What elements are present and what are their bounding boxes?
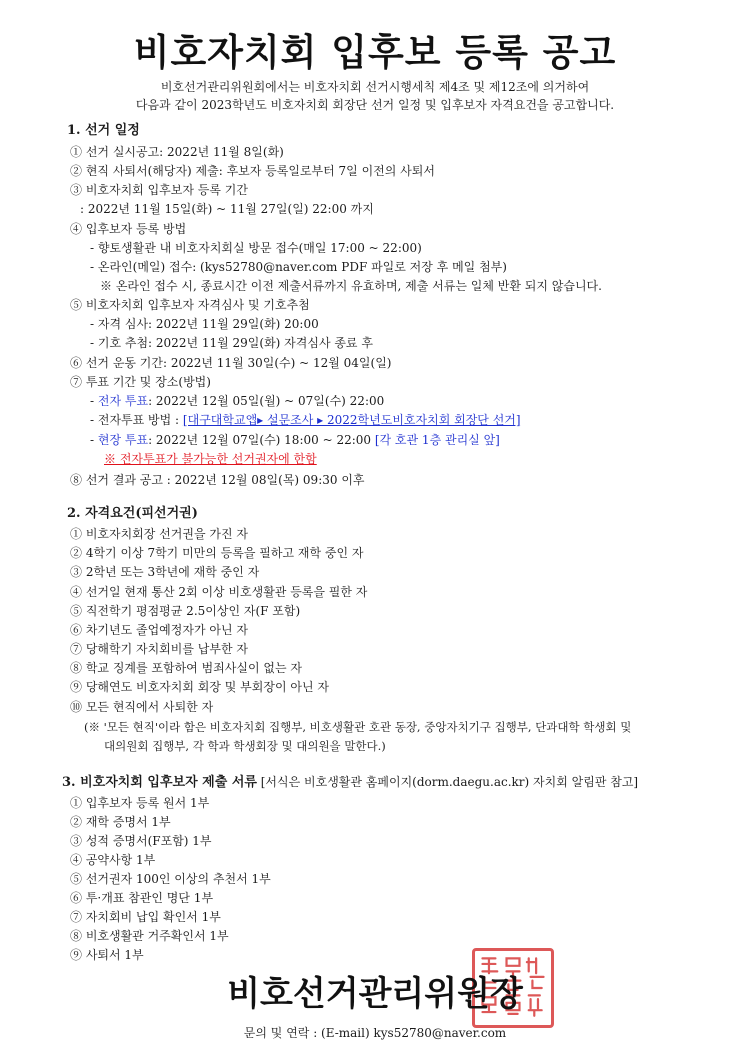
- eligibility-item: ⑧ 학교 징계를 포함하여 범죄사실이 없는 자: [70, 661, 302, 675]
- schedule-subitem: - 기호 추첨: 2022년 11월 29일(화) 자격심사 종료 후: [90, 336, 373, 350]
- section-heading-documents-line: [62, 774, 638, 791]
- schedule-subitem: - 온라인(메일) 접수: (kys52780@naver.com PDF 파일로 저장 후 메일 첨부): [90, 260, 507, 274]
- schedule-note: ※ 온라인 접수 시, 종료시간 이전 제출서류까지 유효하며, 제출 서류는 일체 반환 되지 않습니다.: [100, 279, 602, 293]
- eligibility-item: ⑨ 당해연도 비호자치회 회장 및 부회장이 아닌 자: [70, 680, 329, 694]
- document-item: ⑤ 선거권자 100인 이상의 추천서 1부: [70, 872, 271, 886]
- document-item: ⑦ 자치회비 납입 확인서 1부: [70, 910, 221, 924]
- section-heading-schedule: 1. 선거 일정: [67, 123, 140, 138]
- schedule-item: ② 현직 사퇴서(해당자) 제출: 후보자 등록일로부터 7일 이전의 사퇴서: [70, 164, 435, 178]
- document-item: ① 입후보자 등록 원서 1부: [70, 796, 210, 810]
- onsite-vote-period: : 2022년 12월 07일(수) 18:00 ~ 22:00: [148, 433, 375, 447]
- onsite-vote-note: ※ 전자투표가 불가능한 선거권자에 한함: [104, 452, 317, 466]
- intro-line: 다음과 같이 2023학년도 비호자치회 회장단 선거 일정 및 입후보자 자격요건을 공고합니다.: [135, 98, 615, 112]
- schedule-subitem: : 2022년 11월 15일(화) ~ 11월 27일(일) 22:00 까지: [80, 202, 374, 216]
- document-item: ⑨ 사퇴서 1부: [70, 948, 144, 962]
- method-label: - 전자투표 방법 :: [90, 413, 183, 427]
- schedule-item: ④ 입후보자 등록 방법: [70, 222, 187, 236]
- eligibility-item: ⑦ 당해학기 자치회비를 납부한 자: [70, 642, 248, 656]
- eligibility-item: ④ 선거일 현재 통산 2회 이상 비호생활관 등록을 필한 자: [70, 585, 368, 599]
- section-heading-documents: 3. 비호자치회 입후보자 제출 서류: [62, 775, 257, 790]
- schedule-subitem: - 향토생활관 내 비호자치회실 방문 접수(매일 17:00 ~ 22:00): [90, 241, 422, 255]
- onsite-vote-line: [90, 432, 500, 448]
- document-item: ③ 성적 증명서(F포함) 1부: [70, 834, 212, 848]
- schedule-item: ⑤ 비호자치회 입후보자 자격심사 및 기호추첨: [70, 298, 310, 312]
- eligibility-item: ⑩ 모든 현직에서 사퇴한 자: [70, 700, 214, 714]
- eligibility-footnote: (※ '모든 현직'이라 함은 비호자치회 집행부, 비호생활관 호관 동장, 중앙자치기구 집행부, 단과대학 학생회 및: [84, 720, 632, 734]
- document-item: ⑥ 투·개표 참관인 명단 1부: [70, 891, 214, 905]
- document-item: ② 재학 증명서 1부: [70, 815, 171, 829]
- eligibility-item: ⑤ 직전학기 평점평균 2.5이상인 자(F 포함): [70, 604, 301, 618]
- signature-committee-chair: 비호선거관리위원장: [227, 974, 523, 1014]
- schedule-subitem: - 자격 심사: 2022년 11월 29일(화) 20:00: [90, 317, 319, 331]
- schedule-item: ⑧ 선거 결과 공고 : 2022년 12월 08일(목) 09:30 이후: [70, 473, 365, 487]
- dash: -: [90, 433, 98, 447]
- page-title: 비호자치회 입후보 등록 공고: [133, 31, 617, 74]
- dash: -: [90, 394, 98, 408]
- document-item: ④ 공약사항 1부: [70, 853, 156, 867]
- schedule-item: ⑥ 선거 운동 기간: 2022년 11월 30일(수) ~ 12월 04일(일): [70, 356, 392, 370]
- schedule-item: ③ 비호자치회 입후보자 등록 기간: [70, 183, 248, 197]
- documents-form-note: [서식은 비호생활관 홈페이지(dorm.daegu.ac.kr) 자치회 알림판 참고]: [256, 775, 639, 789]
- onsite-vote-location: [각 호관 1층 관리실 앞]: [374, 433, 500, 447]
- eligibility-item: ⑥ 차기년도 졸업예정자가 아닌 자: [70, 623, 248, 637]
- electronic-vote-label: 전자 투표: [97, 394, 149, 408]
- schedule-item: ① 선거 실시공고: 2022년 11월 8일(화): [70, 145, 284, 159]
- eligibility-footnote: 대의원회 집행부, 각 학과 학생회장 및 대의원을 말한다.): [104, 739, 386, 753]
- eligibility-item: ② 4학기 이상 7학기 미만의 등록을 필하고 재학 중인 자: [70, 546, 364, 560]
- eligibility-item: ③ 2학년 또는 3학년에 재학 중인 자: [70, 565, 260, 579]
- section-heading-eligibility: 2. 자격요건(피선거권): [67, 506, 198, 521]
- electronic-vote-path-link[interactable]: [대구대학교앱▸ 설문조사 ▸ 2022학년도비호자치회 회장단 선거]: [182, 413, 521, 427]
- eligibility-item: ① 비호자치회장 선거권을 가진 자: [70, 527, 248, 541]
- intro-line: 비호선거관리위원회에서는 비호자치회 선거시행세칙 제4조 및 제12조에 의거하여: [160, 80, 590, 94]
- contact-line: 문의 및 연락 : (E-mail) kys52780@naver.com: [243, 1026, 507, 1040]
- schedule-item: ⑦ 투표 기간 및 장소(방법): [70, 375, 211, 389]
- intro-paragraph: [0, 78, 750, 114]
- electronic-vote-method-line: [90, 412, 521, 428]
- electronic-vote-line: [90, 393, 384, 409]
- electronic-vote-period: : 2022년 12월 05일(월) ~ 07일(수) 22:00: [148, 394, 385, 408]
- onsite-vote-label: 현장 투표: [97, 433, 149, 447]
- document-item: ⑧ 비호생활관 거주확인서 1부: [70, 929, 229, 943]
